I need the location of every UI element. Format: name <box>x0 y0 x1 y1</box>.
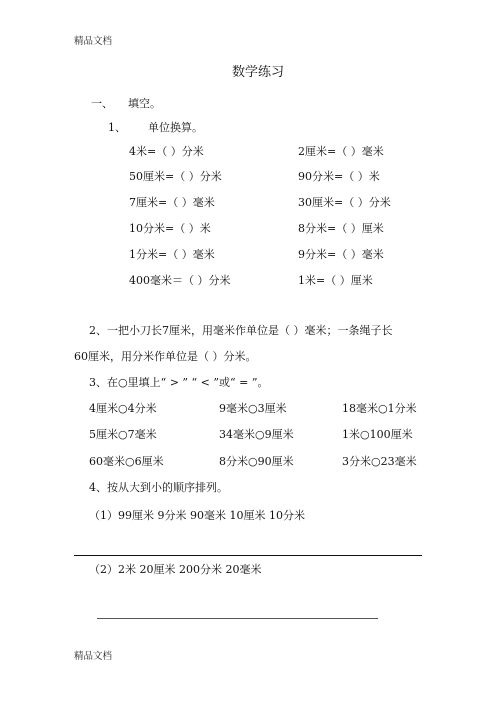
page-title: 数学练习 <box>232 65 285 80</box>
compare-item: 34毫米○9厘米 <box>219 428 294 441</box>
compare-item: 4厘米○4分米 <box>89 402 157 415</box>
compare-item: 1米○100厘米 <box>342 428 413 441</box>
question-2-line-1: 2、一把小刀长7厘米，用毫米作单位是（ ）毫米；一条绳子长 <box>89 324 393 337</box>
section-number: 一、 <box>91 97 113 110</box>
conversion-item: 8分米=（ ）厘米 <box>298 222 384 235</box>
question-4-sub-2: （2）2米 20厘米 200分米 20毫米 <box>89 563 262 576</box>
conversion-item: 30厘米=（ ）分米 <box>298 196 391 209</box>
compare-item: 60毫米○6厘米 <box>89 455 164 468</box>
conversion-item: 50厘米=（ ）分米 <box>129 170 222 183</box>
compare-item: 18毫米○1分米 <box>342 402 417 415</box>
conversion-item: 7厘米=（ ）毫米 <box>129 196 215 209</box>
answer-line <box>97 618 378 619</box>
conversion-item: 90分米=（ ）米 <box>298 170 380 183</box>
compare-item: 5厘米○7毫米 <box>89 428 157 441</box>
section-label: 填空。 <box>128 97 161 110</box>
question-3-label: 3、在○里填上“ > ” “ < ”或“ = ”。 <box>89 376 269 389</box>
question-4-label: 4、按从大到小的顺序排列。 <box>89 481 228 494</box>
question-4-sub-1: （1）99厘米 9分米 90毫米 10厘米 10分米 <box>89 509 305 522</box>
conversion-item: 1分米=（ ）毫米 <box>129 248 215 261</box>
conversion-item: 4米=（ ）分米 <box>129 145 204 158</box>
page-header: 精品文档 <box>74 36 113 47</box>
page-footer: 精品文档 <box>74 651 113 662</box>
compare-item: 3分米○23毫米 <box>342 455 417 468</box>
answer-line <box>74 555 422 556</box>
conversion-item: 9分米=（ ）毫米 <box>298 248 384 261</box>
compare-item: 9毫米○3厘米 <box>219 402 287 415</box>
question-1-number: 1、 <box>108 121 126 134</box>
question-1-label: 单位换算。 <box>148 121 203 134</box>
question-2-line-2: 60厘米，用分米作单位是（ ）分米。 <box>74 350 257 363</box>
compare-item: 8分米○90厘米 <box>219 455 294 468</box>
conversion-item: 2厘米=（ ）毫米 <box>298 145 384 158</box>
conversion-item: 10分米=（ ）米 <box>129 222 211 235</box>
conversion-item: 400毫米＝（ ）分米 <box>129 274 231 287</box>
conversion-item: 1米=（ ）厘米 <box>298 274 373 287</box>
